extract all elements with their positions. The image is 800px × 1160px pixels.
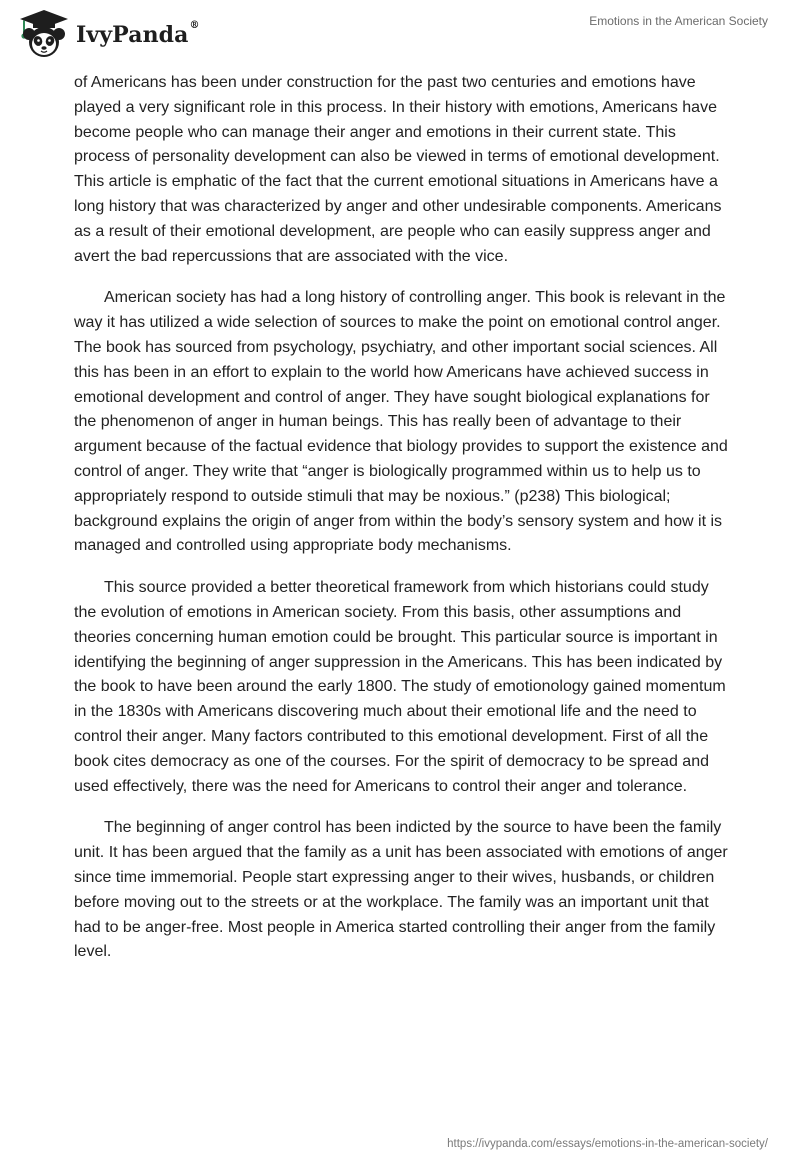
essay-body bbox=[74, 71, 734, 982]
essay-paragraph: This source provided a better theoretical framework from which historians could study the evolution of emotions in American society. From this basis, other assumptions and theories concerning human emotion could be brought. This particular source is important in identifying the beginning of anger suppression in the Americans. This has been indicated by the book to have been around the early 1800. The study of emotionology gained momentum in the 1830s with Americans discovering much about their emotional life and the need to control their anger. Many factors contributed to this emotional development. First of all the book cites democracy as one of the courses. For the spirit of democracy to be spread and used effectively, there was the need for Americans to control their anger and tolerance. bbox=[74, 579, 726, 795]
panda-graduate-icon bbox=[14, 8, 74, 60]
registered-mark: ® bbox=[189, 20, 200, 31]
document-title: Emotions in the American Society bbox=[589, 14, 768, 28]
logo-wordmark: IvyPanda® bbox=[76, 20, 200, 48]
essay-paragraph: American society has had a long history of controlling anger. This book is relevant in the way it has utilized a wide selection of sources to make the point on emotional control anger. The book has sourced from psychology, psychiatry, and other important social sciences. All this has been in an effort to explain to the world how Americans have achieved success in emotional development and control of anger. They have sought biological explanations for the phenomenon of anger in human beings. This has really been of advantage to their argument because of the factual evidence that biology provides to support the existence and control of anger. They write that “anger is biologically programmed within us to help us to appropriately respond to outside stimuli that may be noxious.” (p238) This biological; background explains the origin of anger from within the body’s sensory system and how it is managed and controlled using appropriate body mechanisms. bbox=[74, 289, 728, 555]
source-url-link[interactable]: https://ivypanda.com/essays/emotions-in-the-american-society/ bbox=[447, 1138, 768, 1150]
essay-paragraph: The beginning of anger control has been indicted by the source to have been the family unit. It has been argued that the family as a unit has been associated with emotions of anger since time immemorial. People start expressing anger to their wives, husbands, or children before moving out to the streets or at the workplace. The family was an important unit that had to be anger-free. Most people in America started controlling their anger from the family level. bbox=[74, 819, 728, 961]
essay-paragraph: of Americans has been under construction for the past two centuries and emotions have played a very significant role in this process. In their history with emotions, Americans have become people who can manage their anger and emotions in their current state. This process of personality development can also be viewed in terms of emotional development. This article is emphatic of the fact that the current emotional situations in Americans have a long history that was characterized by anger and other undesirable components. Americans as a result of their emotional development, are people who can easily suppress anger and avert the bad repercussions that are associated with the vice. bbox=[74, 74, 722, 265]
page-header bbox=[0, 0, 800, 70]
ivypanda-logo[interactable] bbox=[14, 8, 200, 60]
